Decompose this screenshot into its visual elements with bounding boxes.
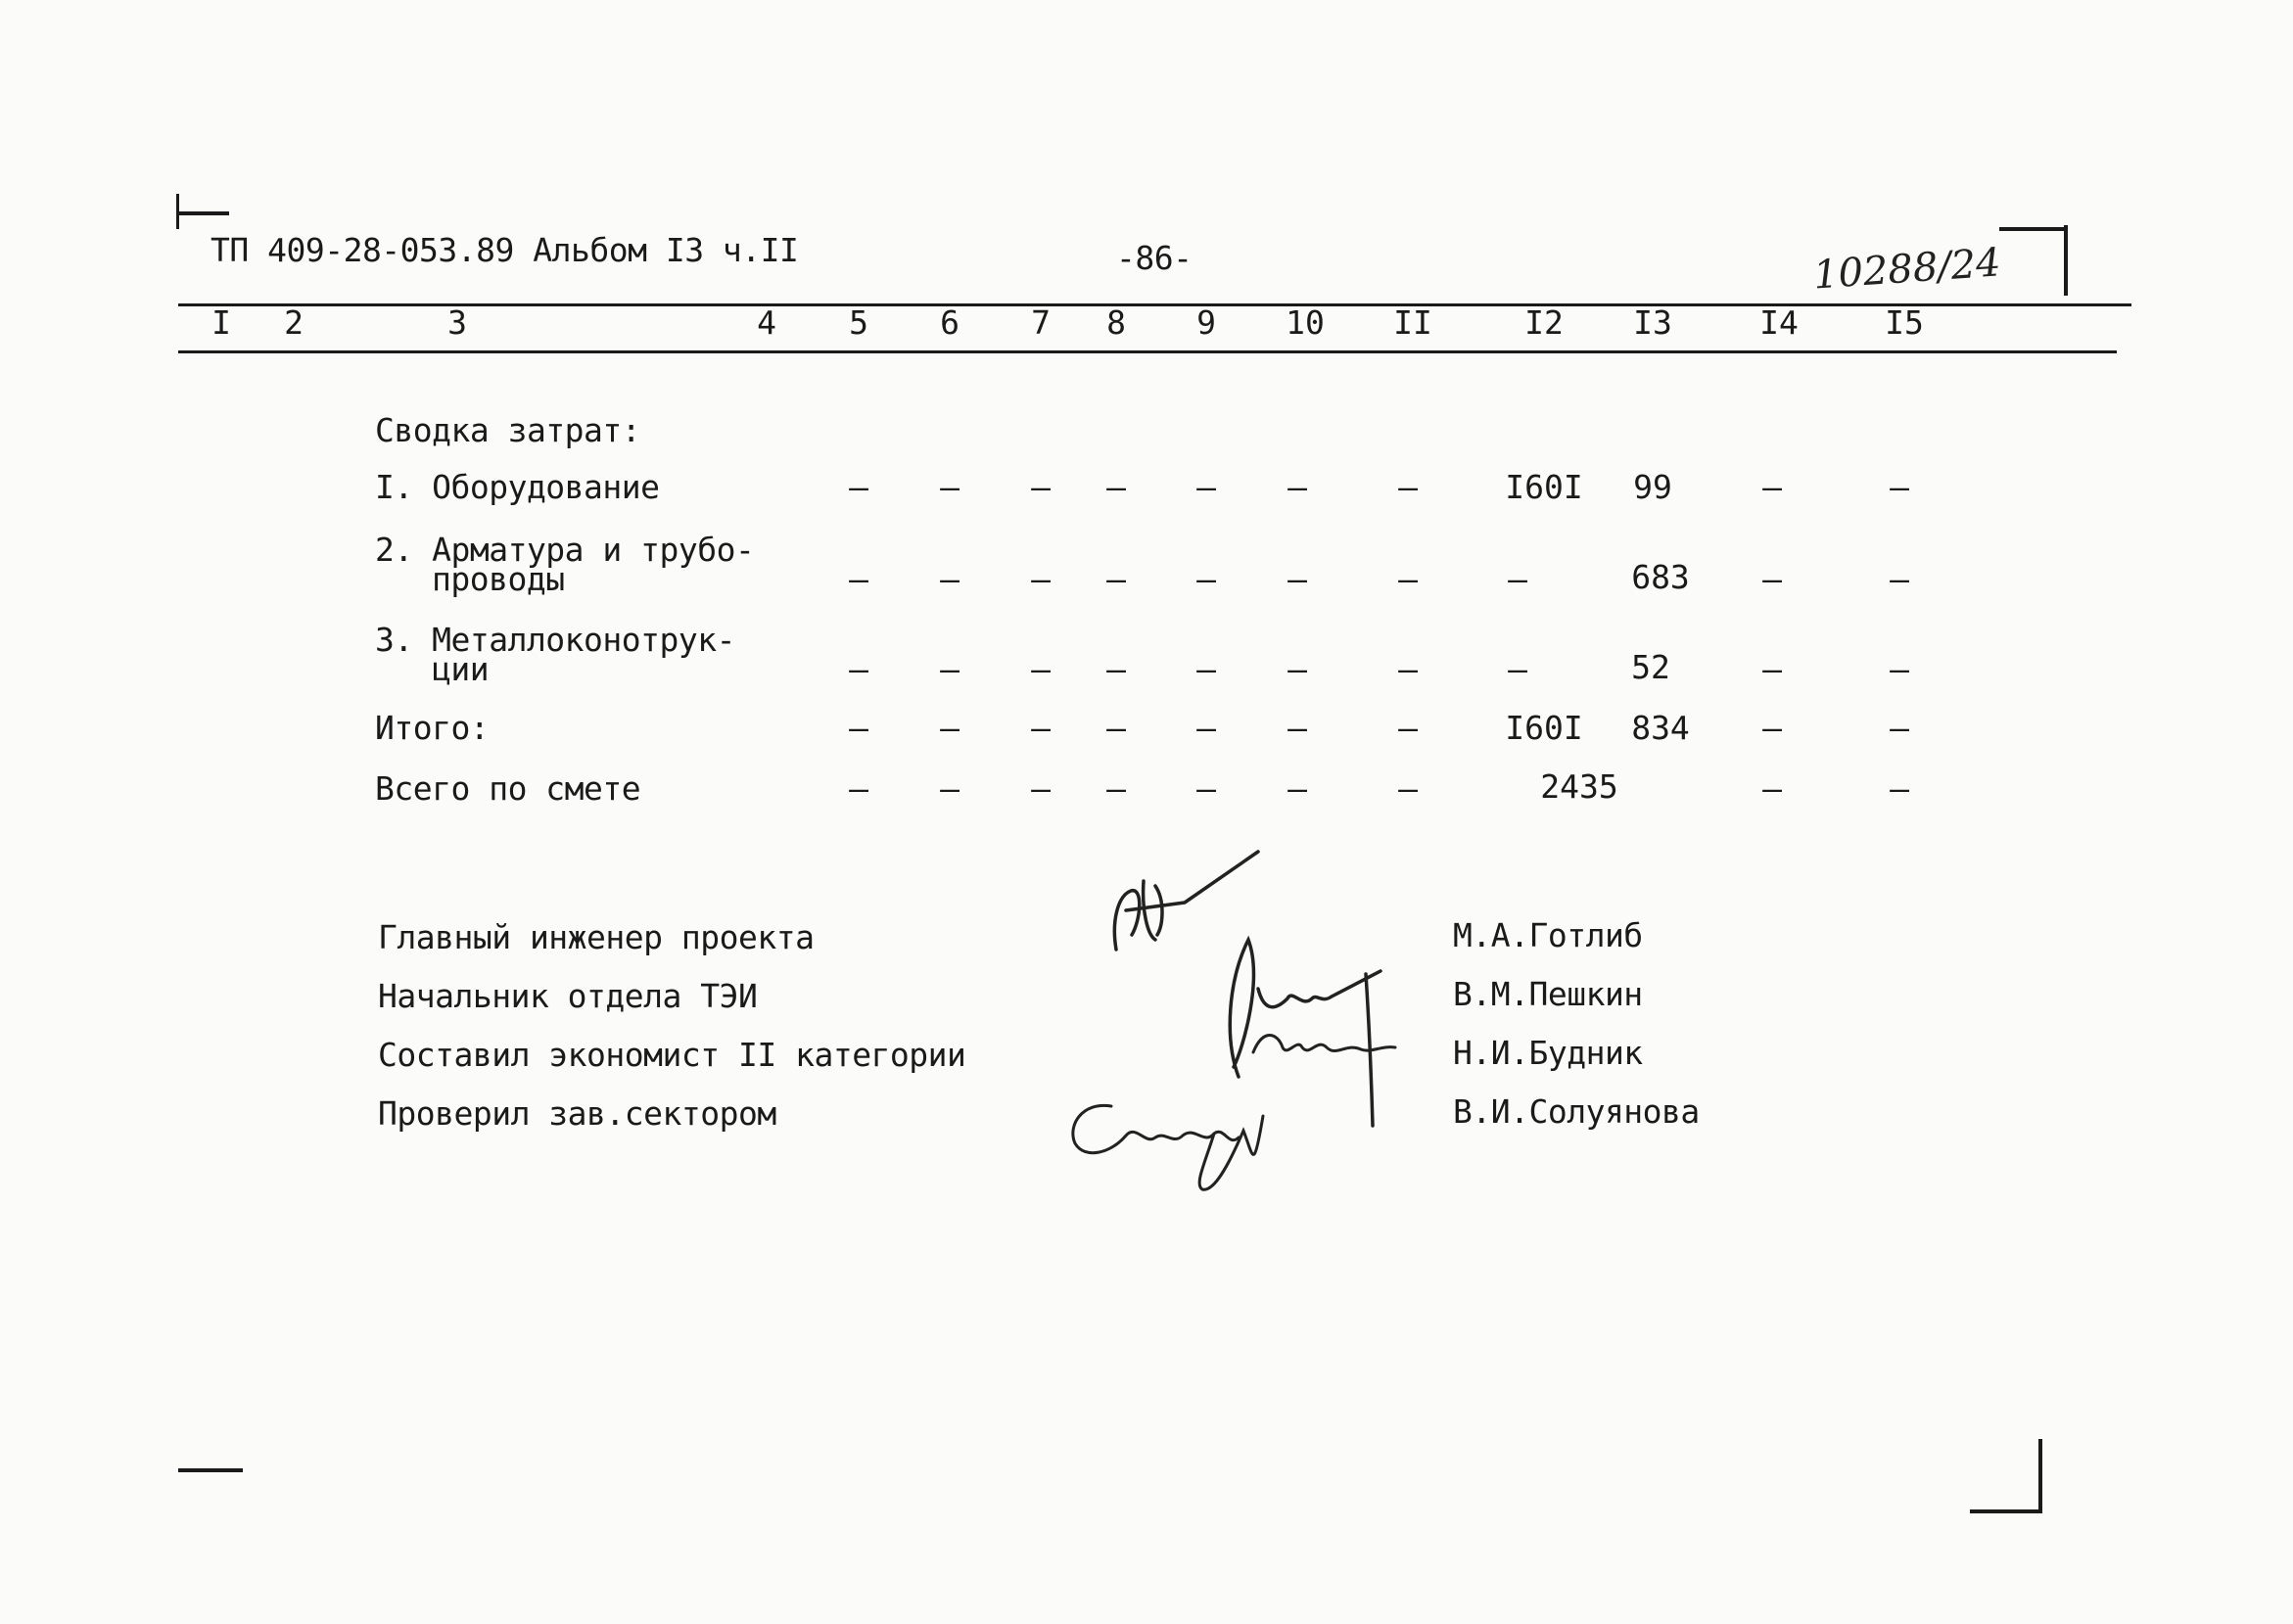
row-label: Всего по смете (375, 769, 641, 808)
table-cell: – (849, 468, 868, 506)
inventory-number: 10288/24 (1811, 240, 2002, 299)
table-cell: – (1508, 650, 1527, 688)
table-cell: I60I (1505, 709, 1583, 747)
table-cell: – (849, 560, 868, 598)
table-cell: – (1106, 709, 1126, 747)
signatory-role: Главный инженер проекта (378, 918, 815, 956)
column-number: 2 (284, 303, 304, 342)
table-cell: – (940, 650, 959, 688)
table-cell: I60I (1505, 468, 1583, 506)
table-cell: – (1031, 709, 1051, 747)
table-cell: – (1890, 769, 1909, 808)
table-cell: – (1287, 709, 1307, 747)
column-number: 7 (1031, 303, 1051, 342)
row-label: 2. Арматура и трубо- (375, 531, 755, 569)
signatory-name: М.А.Готлиб (1453, 916, 1643, 954)
column-number: 10 (1286, 303, 1325, 342)
corner-mark-bottom-right (2038, 1439, 2042, 1513)
column-number: 3 (447, 303, 467, 342)
column-number: I4 (1759, 303, 1799, 342)
corner-mark-top-left-h (176, 211, 229, 215)
row-label: I. Оборудование (375, 468, 660, 506)
table-cell: 683 (1631, 558, 1690, 596)
row-label: 3. Металлоконотрук- (375, 621, 735, 659)
table-cell: – (1287, 468, 1307, 506)
page-number: -86- (1116, 239, 1193, 277)
table-cell: – (1196, 468, 1216, 506)
row-label: Итого: (375, 709, 490, 747)
table-cell: – (1890, 650, 1909, 688)
section-title: Сводка затрат: (375, 411, 641, 449)
table-cell: – (1287, 650, 1307, 688)
table-cell: – (1398, 769, 1418, 808)
table-cell: 834 (1631, 709, 1690, 747)
table-cell: – (1762, 709, 1782, 747)
signature-reviewer (1057, 1077, 1312, 1204)
row-label-continuation: ции (432, 650, 490, 688)
table-cell: – (1890, 560, 1909, 598)
table-cell: – (1031, 650, 1051, 688)
signatory-role: Проверил зав.сектором (378, 1094, 776, 1133)
table-cell: – (940, 560, 959, 598)
table-cell: – (1890, 468, 1909, 506)
signatory-name: В.М.Пешкин (1453, 975, 1643, 1013)
column-number: 8 (1106, 303, 1126, 342)
table-cell: – (1196, 650, 1216, 688)
table-cell: – (1196, 709, 1216, 747)
column-number: 9 (1196, 303, 1216, 342)
table-cell: – (1890, 709, 1909, 747)
table-cell: – (1106, 560, 1126, 598)
table-top-rule (178, 303, 2131, 306)
signatory-name: Н.И.Будник (1453, 1034, 1643, 1072)
table-cell: – (1398, 468, 1418, 506)
table-cell: – (1106, 650, 1126, 688)
table-cell: – (1031, 560, 1051, 598)
table-cell: – (940, 709, 959, 747)
corner-mark-top-right (2064, 225, 2068, 296)
signatory-name: В.И.Солуянова (1453, 1092, 1700, 1131)
table-cell: – (1762, 468, 1782, 506)
document-code: ТП 409-28-053.89 Альбом I3 ч.II (211, 231, 799, 269)
table-cell: – (1196, 560, 1216, 598)
table-cell: – (849, 650, 868, 688)
table-cell: – (940, 769, 959, 808)
signatory-role: Начальник отдела ТЭИ (378, 977, 758, 1015)
table-cell: – (1287, 560, 1307, 598)
grand-total: 2435 (1540, 767, 1618, 806)
table-cell: – (1398, 560, 1418, 598)
table-cell: – (1762, 769, 1782, 808)
column-number: I2 (1524, 303, 1564, 342)
table-cell: – (1398, 650, 1418, 688)
column-number: I3 (1633, 303, 1672, 342)
table-cell: – (1031, 468, 1051, 506)
table-cell: – (1031, 769, 1051, 808)
table-cell: – (1762, 560, 1782, 598)
column-number: 6 (940, 303, 959, 342)
column-number: 4 (757, 303, 776, 342)
table-cell: – (849, 769, 868, 808)
table-cell: – (1106, 468, 1126, 506)
table-header-rule (178, 350, 2117, 353)
table-cell: 99 (1633, 468, 1672, 506)
table-cell: – (1508, 560, 1527, 598)
table-cell: – (849, 709, 868, 747)
corner-mark-bottom-left (178, 1468, 243, 1472)
table-cell: 52 (1631, 648, 1670, 686)
table-cell: – (1196, 769, 1216, 808)
table-cell: – (940, 468, 959, 506)
column-number: I5 (1885, 303, 1924, 342)
corner-mark-bottom-right-h (1970, 1509, 2042, 1513)
corner-mark-top-right-h (1999, 227, 2066, 231)
row-label-continuation: проводы (432, 560, 565, 598)
column-number: I (211, 303, 231, 342)
signatory-role: Составил экономист II категории (378, 1036, 966, 1074)
table-cell: – (1287, 769, 1307, 808)
column-number: II (1393, 303, 1432, 342)
table-cell: – (1106, 769, 1126, 808)
column-number: 5 (849, 303, 868, 342)
table-cell: – (1398, 709, 1418, 747)
table-cell: – (1762, 650, 1782, 688)
